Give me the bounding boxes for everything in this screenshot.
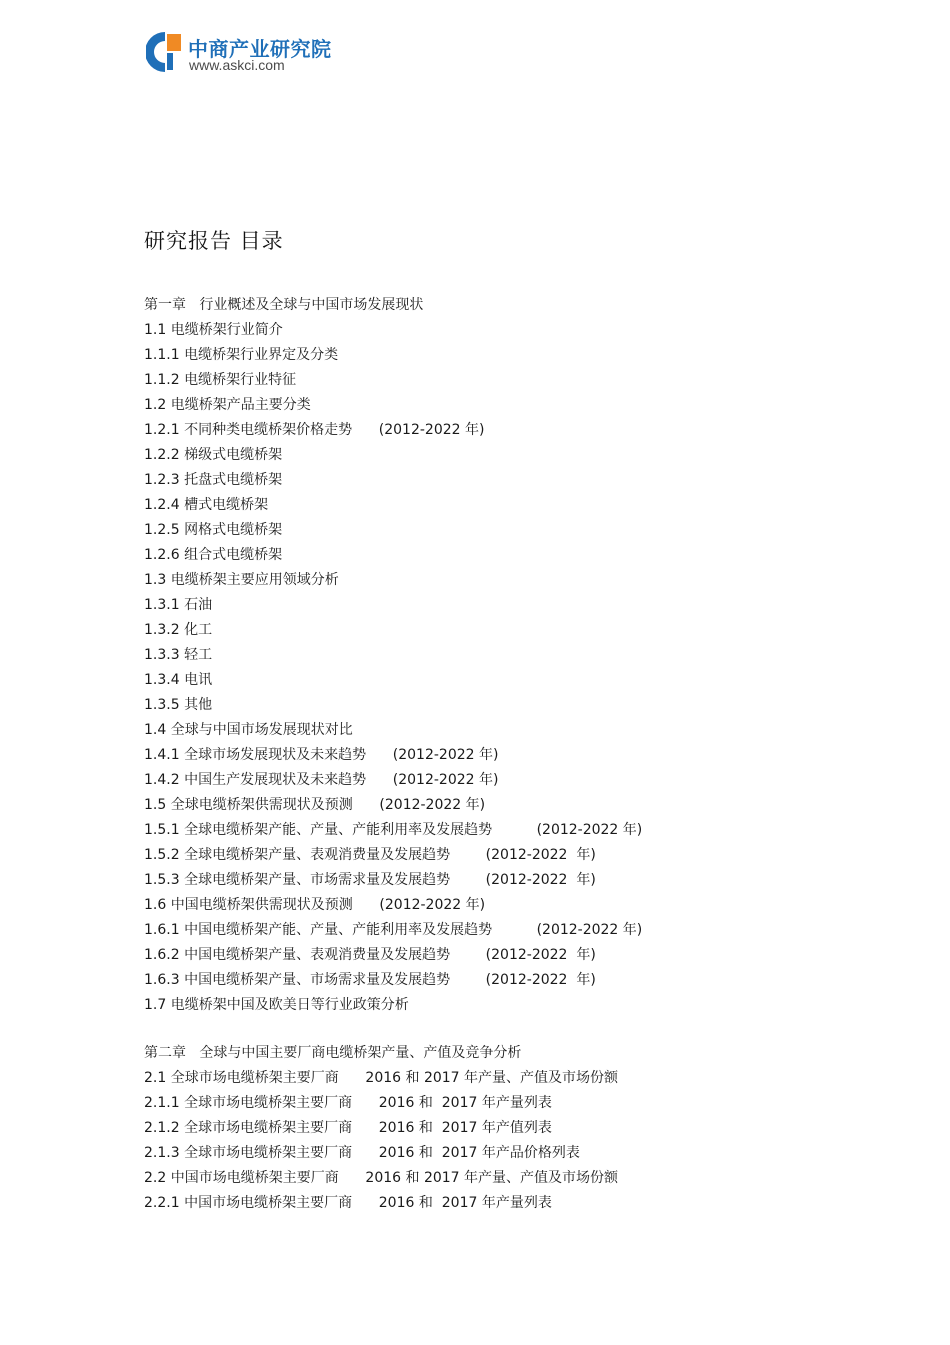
toc-entry: 1.4 全球与中国市场发展现状对比 xyxy=(144,722,353,738)
page-title: 研究报告 目录 xyxy=(144,229,284,253)
logo-name: 中商产业研究院 xyxy=(188,37,332,61)
toc-entry: 2.1.3 全球市场电缆桥架主要厂商 2016 和 2017 年产品价格列表 xyxy=(144,1145,580,1161)
toc-entry: 1.7 电缆桥架中国及欧美日等行业政策分析 xyxy=(144,997,409,1013)
toc-entry: 1.1 电缆桥架行业简介 xyxy=(144,322,283,338)
toc-entry: 2.1.2 全球市场电缆桥架主要厂商 2016 和 2017 年产值列表 xyxy=(144,1120,552,1136)
toc-entry: 1.3.4 电讯 xyxy=(144,672,213,688)
toc-entry: 1.5.2 全球电缆桥架产量、表观消费量及发展趋势 (2012-2022 年) xyxy=(144,847,596,863)
section-gap xyxy=(144,1018,844,1041)
logo-url: www.askci.com xyxy=(189,57,285,73)
toc-entry: 1.6.3 中国电缆桥架产量、市场需求量及发展趋势 (2012-2022 年) xyxy=(144,972,596,988)
toc-entry: 1.4.1 全球市场发展现状及未来趋势 (2012-2022 年) xyxy=(144,747,499,763)
toc-entry: 1.2.3 托盘式电缆桥架 xyxy=(144,472,283,488)
toc-entry: 1.3.1 石油 xyxy=(144,597,213,613)
toc-chapter-heading: 第一章 行业概述及全球与中国市场发展现状 xyxy=(144,297,424,313)
toc-entry: 1.6 中国电缆桥架供需现状及预测 (2012-2022 年) xyxy=(144,897,486,913)
toc-entry: 1.2.4 槽式电缆桥架 xyxy=(144,497,269,513)
toc-entry: 2.1.1 全球市场电缆桥架主要厂商 2016 和 2017 年产量列表 xyxy=(144,1095,552,1111)
toc-entry: 1.5.1 全球电缆桥架产能、产量、产能利用率及发展趋势 (2012-2022 年) xyxy=(144,822,643,838)
toc-entry: 1.5.3 全球电缆桥架产量、市场需求量及发展趋势 (2012-2022 年) xyxy=(144,872,596,888)
toc-entry: 1.2.1 不同种类电缆桥架价格走势 (2012-2022 年) xyxy=(144,422,485,438)
table-of-contents xyxy=(144,293,844,1216)
toc-entry: 1.3.5 其他 xyxy=(144,697,213,713)
toc-entry: 1.5 全球电缆桥架供需现状及预测 (2012-2022 年) xyxy=(144,797,486,813)
toc-chapter-heading: 第二章 全球与中国主要厂商电缆桥架产量、产值及竞争分析 xyxy=(144,1045,522,1061)
toc-entry: 1.6.1 中国电缆桥架产能、产量、产能利用率及发展趋势 (2012-2022 年) xyxy=(144,922,643,938)
toc-entry: 1.2.5 网格式电缆桥架 xyxy=(144,522,283,538)
toc-entry: 1.3 电缆桥架主要应用领域分析 xyxy=(144,572,339,588)
toc-entry: 1.2.2 梯级式电缆桥架 xyxy=(144,447,283,463)
toc-entry: 1.1.2 电缆桥架行业特征 xyxy=(144,372,297,388)
toc-entry: 1.4.2 中国生产发展现状及未来趋势 (2012-2022 年) xyxy=(144,772,499,788)
toc-entry: 2.2.1 中国市场电缆桥架主要厂商 2016 和 2017 年产量列表 xyxy=(144,1195,552,1211)
toc-entry: 1.6.2 中国电缆桥架产量、表观消费量及发展趋势 (2012-2022 年) xyxy=(144,947,596,963)
toc-entry: 1.2.6 组合式电缆桥架 xyxy=(144,547,283,563)
toc-entry: 1.2 电缆桥架产品主要分类 xyxy=(144,397,311,413)
toc-entry: 1.3.2 化工 xyxy=(144,622,213,638)
toc-entry: 1.3.3 轻工 xyxy=(144,647,213,663)
toc-entry: 2.2 中国市场电缆桥架主要厂商 2016 和 2017 年产量、产值及市场份额 xyxy=(144,1170,619,1186)
toc-entry: 1.1.1 电缆桥架行业界定及分类 xyxy=(144,347,339,363)
toc-entry: 2.1 全球市场电缆桥架主要厂商 2016 和 2017 年产量、产值及市场份额 xyxy=(144,1070,619,1086)
logo-mark-icon xyxy=(146,30,184,74)
